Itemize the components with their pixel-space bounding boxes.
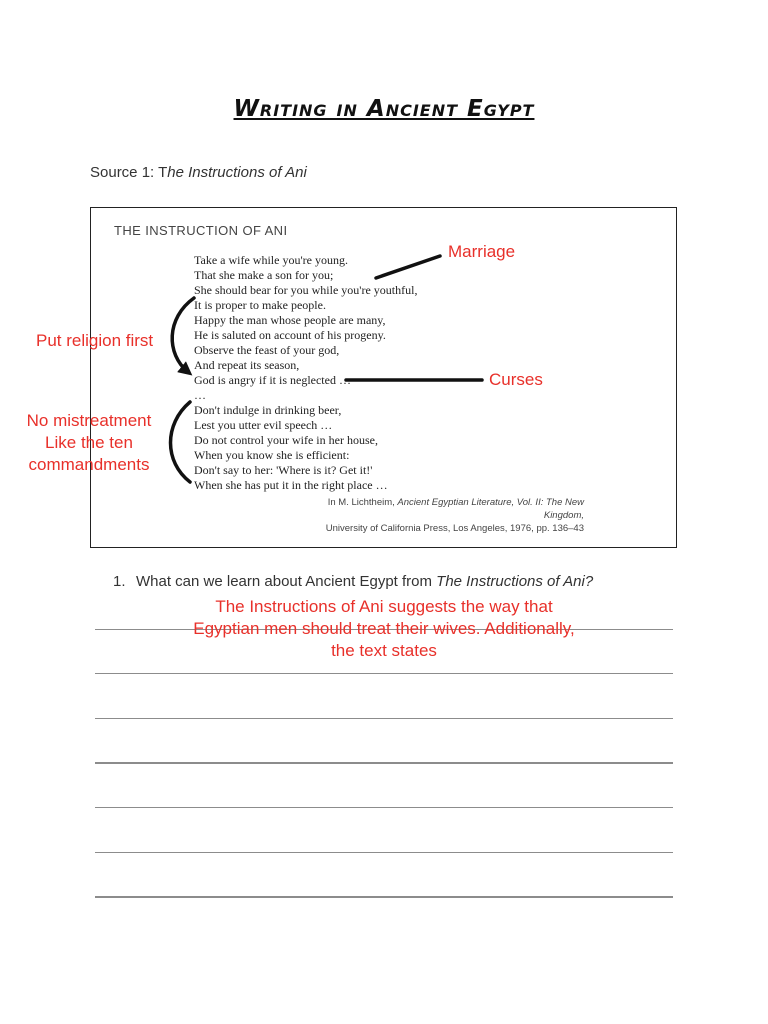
citation-book-title: Ancient Egyptian Literature, Vol. II: The New Kingdom, [397,497,584,521]
question-1 [113,573,593,590]
poem-line: Don't say to her: 'Where is it? Get it!' [194,463,373,477]
poem-line: It is proper to make people. [194,298,326,312]
poem-line: He is saluted on account of his progeny. [194,328,386,342]
citation-line-2: University of California Press, Los Angeles, 1976, pp. 136–43 [325,523,584,534]
source-label-title: he Instructions of Ani [167,164,307,181]
poem-line: That she make a son for you; [194,268,334,282]
annotation-marriage: Marriage [448,242,516,261]
answer-handwritten[interactable] [95,596,673,662]
question-text-title: The Instructions of Ani? [436,573,594,590]
annotation-mistreatment-line: commandments [28,455,150,474]
annotation-mistreatment [14,410,164,476]
poem-line: She should bear for you while you're youthful, [194,283,418,297]
marriage-pointer-line [376,256,440,278]
answer-line: Egyptian men should treat their wives. Additionally, [193,619,575,638]
answer-rule [95,807,673,808]
poem-line: Do not control your wife in her house, [194,433,378,447]
answer-rule [95,896,673,898]
poem-line: When you know she is efficient: [194,448,350,462]
poem-line: And repeat its season, [194,358,300,372]
poem-line: Observe the feast of your god, [194,343,340,357]
answer-line: the text states [331,641,437,660]
annotation-religion: Put religion first [36,331,154,350]
question-number: 1. [113,573,126,590]
poem-line: God is angry if it is neglected … [194,373,351,387]
answer-rule [95,762,673,764]
annotation-mistreatment-line: No mistreatment [26,411,152,430]
answer-line: The Instructions of Ani suggests the way that [215,597,553,616]
mistreatment-bracket [171,402,191,482]
poem-line: … [194,388,206,402]
annotation-curses: Curses [489,370,543,389]
page-title: Writing in Ancient Egypt [233,96,535,122]
excerpt-heading: THE INSTRUCTION OF ANI [114,223,288,238]
poem-line: When she has put it in the right place … [194,478,388,492]
poem-line: Don't indulge in drinking beer, [194,403,342,417]
poem-line: Lest you utter evil speech … [194,418,333,432]
answer-rule [95,673,673,674]
question-text: What can we learn about Ancient Egypt from [136,573,437,590]
answer-rule [95,718,673,719]
religion-bracket-arrow [172,298,194,372]
poem-line: Take a wife while you're young. [194,253,348,267]
annotation-mistreatment-line: Like the ten [45,433,133,452]
answer-rule [95,852,673,853]
poem-line: Happy the man whose people are many, [194,313,386,327]
citation-author: In M. Lichtheim, [327,497,398,508]
source-label-prefix: Source 1: T [90,164,168,181]
